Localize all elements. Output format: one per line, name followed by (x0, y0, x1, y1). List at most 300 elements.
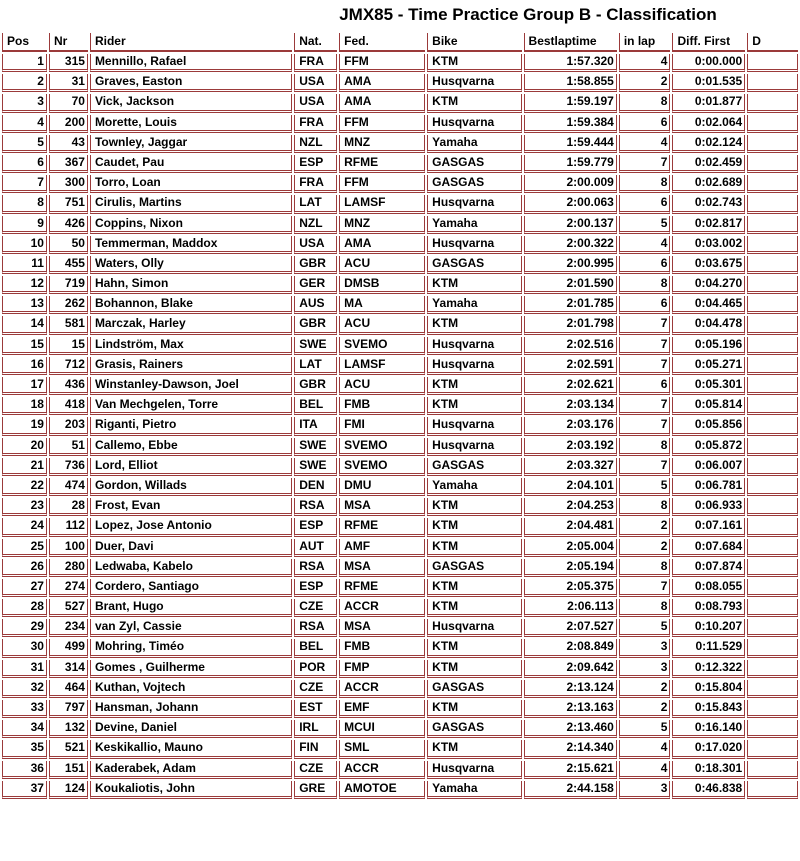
cell-rider: Keskikallio, Mauno (90, 740, 292, 758)
table-row (2, 115, 798, 133)
cell-pos: 31 (2, 660, 47, 678)
cell-next (747, 276, 798, 294)
cell-nr: 200 (49, 115, 88, 133)
cell-bike: KTM (427, 276, 521, 294)
cell-next (747, 377, 798, 395)
cell-fed: ACCR (339, 599, 425, 617)
cell-bike: GASGAS (427, 458, 521, 476)
cell-next (747, 518, 798, 536)
cell-rider: Caudet, Pau (90, 155, 292, 173)
cell-bike: KTM (427, 54, 521, 72)
cell-bike: KTM (427, 579, 521, 597)
cell-rider: Frost, Evan (90, 498, 292, 516)
column-header-next: D (747, 33, 798, 52)
cell-rider: Lindström, Max (90, 337, 292, 355)
cell-next (747, 54, 798, 72)
table-row (2, 94, 798, 112)
cell-inlap: 8 (619, 559, 671, 577)
cell-bestlaptime: 2:09.642 (524, 660, 617, 678)
cell-nat: BEL (294, 397, 337, 415)
cell-nr: 474 (49, 478, 88, 496)
cell-diff_first: 0:17.020 (672, 740, 745, 758)
cell-next (747, 175, 798, 193)
cell-rider: Coppins, Nixon (90, 216, 292, 234)
cell-nr: 15 (49, 337, 88, 355)
cell-diff_first: 0:05.196 (672, 337, 745, 355)
cell-diff_first: 0:10.207 (672, 619, 745, 637)
cell-nat: CZE (294, 761, 337, 779)
cell-next (747, 619, 798, 637)
cell-inlap: 5 (619, 216, 671, 234)
cell-bestlaptime: 2:03.134 (524, 397, 617, 415)
cell-bestlaptime: 1:58.855 (524, 74, 617, 92)
cell-diff_first: 0:12.322 (672, 660, 745, 678)
cell-next (747, 720, 798, 738)
cell-fed: ACCR (339, 761, 425, 779)
table-row (2, 175, 798, 193)
cell-pos: 2 (2, 74, 47, 92)
table-row (2, 135, 798, 153)
cell-bike: KTM (427, 539, 521, 557)
cell-rider: Gordon, Willads (90, 478, 292, 496)
cell-diff_first: 0:15.804 (672, 680, 745, 698)
cell-nat: USA (294, 74, 337, 92)
cell-nr: 274 (49, 579, 88, 597)
cell-fed: FMI (339, 417, 425, 435)
cell-diff_first: 0:00.000 (672, 54, 745, 72)
cell-nat: EST (294, 700, 337, 718)
cell-diff_first: 0:06.781 (672, 478, 745, 496)
cell-fed: FMP (339, 660, 425, 678)
cell-rider: Marczak, Harley (90, 316, 292, 334)
table-row (2, 559, 798, 577)
table-row (2, 539, 798, 557)
table-row (2, 54, 798, 72)
cell-rider: Hansman, Johann (90, 700, 292, 718)
cell-nat: GBR (294, 256, 337, 274)
cell-bike: GASGAS (427, 155, 521, 173)
cell-diff_first: 0:04.270 (672, 276, 745, 294)
cell-pos: 30 (2, 639, 47, 657)
cell-nr: 43 (49, 135, 88, 153)
cell-pos: 36 (2, 761, 47, 779)
cell-next (747, 559, 798, 577)
cell-inlap: 2 (619, 700, 671, 718)
cell-bike: Husqvarna (427, 619, 521, 637)
cell-pos: 25 (2, 539, 47, 557)
cell-pos: 26 (2, 559, 47, 577)
cell-inlap: 6 (619, 296, 671, 314)
cell-pos: 14 (2, 316, 47, 334)
cell-pos: 23 (2, 498, 47, 516)
cell-diff_first: 0:11.529 (672, 639, 745, 657)
cell-next (747, 740, 798, 758)
cell-bike: GASGAS (427, 256, 521, 274)
cell-rider: Hahn, Simon (90, 276, 292, 294)
cell-pos: 29 (2, 619, 47, 637)
cell-bike: Yamaha (427, 296, 521, 314)
cell-next (747, 236, 798, 254)
cell-nr: 581 (49, 316, 88, 334)
cell-diff_first: 0:02.689 (672, 175, 745, 193)
cell-rider: Brant, Hugo (90, 599, 292, 617)
cell-next (747, 458, 798, 476)
cell-pos: 9 (2, 216, 47, 234)
table-row (2, 377, 798, 395)
cell-pos: 27 (2, 579, 47, 597)
cell-diff_first: 0:02.064 (672, 115, 745, 133)
cell-diff_first: 0:05.301 (672, 377, 745, 395)
cell-next (747, 639, 798, 657)
cell-nat: DEN (294, 478, 337, 496)
cell-bike: Yamaha (427, 478, 521, 496)
cell-nat: USA (294, 94, 337, 112)
cell-nat: FRA (294, 54, 337, 72)
cell-fed: FFM (339, 175, 425, 193)
cell-inlap: 2 (619, 680, 671, 698)
cell-rider: Winstanley-Dawson, Joel (90, 377, 292, 395)
column-header-diff_first: Diff. First (672, 33, 745, 52)
table-row (2, 619, 798, 637)
cell-fed: SML (339, 740, 425, 758)
cell-inlap: 7 (619, 458, 671, 476)
cell-rider: Morette, Louis (90, 115, 292, 133)
table-row (2, 316, 798, 334)
table-row (2, 720, 798, 738)
cell-nat: AUT (294, 539, 337, 557)
cell-rider: Townley, Jaggar (90, 135, 292, 153)
table-row (2, 660, 798, 678)
cell-diff_first: 0:06.007 (672, 458, 745, 476)
cell-bestlaptime: 1:59.384 (524, 115, 617, 133)
cell-inlap: 6 (619, 377, 671, 395)
cell-nr: 234 (49, 619, 88, 637)
cell-nat: SWE (294, 438, 337, 456)
cell-nr: 751 (49, 195, 88, 213)
table-row (2, 498, 798, 516)
cell-rider: Devine, Daniel (90, 720, 292, 738)
cell-next (747, 94, 798, 112)
cell-bike: KTM (427, 740, 521, 758)
cell-rider: Koukaliotis, John (90, 781, 292, 799)
cell-diff_first: 0:01.877 (672, 94, 745, 112)
cell-nat: USA (294, 236, 337, 254)
cell-rider: Lopez, Jose Antonio (90, 518, 292, 536)
cell-rider: Graves, Easton (90, 74, 292, 92)
cell-fed: FFM (339, 54, 425, 72)
cell-rider: Duer, Davi (90, 539, 292, 557)
cell-nr: 367 (49, 155, 88, 173)
table-row (2, 680, 798, 698)
cell-bestlaptime: 2:02.621 (524, 377, 617, 395)
page-title: JMX85 - Time Practice Group B - Classification (339, 5, 717, 24)
cell-fed: FMB (339, 397, 425, 415)
cell-diff_first: 0:02.817 (672, 216, 745, 234)
table-row (2, 276, 798, 294)
cell-diff_first: 0:05.814 (672, 397, 745, 415)
cell-nr: 436 (49, 377, 88, 395)
cell-bike: Husqvarna (427, 337, 521, 355)
cell-inlap: 4 (619, 135, 671, 153)
cell-bestlaptime: 2:03.192 (524, 438, 617, 456)
cell-pos: 8 (2, 195, 47, 213)
cell-bike: KTM (427, 397, 521, 415)
cell-next (747, 539, 798, 557)
cell-nat: ITA (294, 417, 337, 435)
cell-bike: Husqvarna (427, 417, 521, 435)
table-row (2, 74, 798, 92)
column-header-pos: Pos (2, 33, 47, 52)
cell-fed: ACU (339, 377, 425, 395)
table-row (2, 216, 798, 234)
cell-bike: KTM (427, 498, 521, 516)
cell-rider: Callemo, Ebbe (90, 438, 292, 456)
cell-bike: KTM (427, 700, 521, 718)
cell-inlap: 7 (619, 579, 671, 597)
cell-nat: BEL (294, 639, 337, 657)
table-row (2, 458, 798, 476)
table-row (2, 478, 798, 496)
cell-rider: Torro, Loan (90, 175, 292, 193)
cell-inlap: 5 (619, 720, 671, 738)
cell-rider: Lord, Elliot (90, 458, 292, 476)
cell-next (747, 781, 798, 799)
cell-fed: FMB (339, 639, 425, 657)
cell-inlap: 8 (619, 498, 671, 516)
cell-bike: KTM (427, 316, 521, 334)
cell-nat: NZL (294, 216, 337, 234)
cell-inlap: 6 (619, 195, 671, 213)
cell-rider: Kaderabek, Adam (90, 761, 292, 779)
cell-rider: Cordero, Santiago (90, 579, 292, 597)
cell-bike: KTM (427, 599, 521, 617)
cell-rider: Ledwaba, Kabelo (90, 559, 292, 577)
cell-pos: 1 (2, 54, 47, 72)
cell-nr: 712 (49, 357, 88, 375)
cell-rider: Gomes , Guilherme (90, 660, 292, 678)
table-row (2, 397, 798, 415)
cell-next (747, 155, 798, 173)
cell-nat: ESP (294, 518, 337, 536)
cell-inlap: 8 (619, 276, 671, 294)
cell-inlap: 8 (619, 175, 671, 193)
cell-pos: 22 (2, 478, 47, 496)
cell-bike: KTM (427, 660, 521, 678)
cell-nat: SWE (294, 458, 337, 476)
table-row (2, 357, 798, 375)
cell-nr: 426 (49, 216, 88, 234)
cell-rider: Mohring, Timéo (90, 639, 292, 657)
cell-next (747, 599, 798, 617)
cell-inlap: 6 (619, 256, 671, 274)
cell-inlap: 7 (619, 316, 671, 334)
table-row (2, 155, 798, 173)
cell-fed: ACU (339, 256, 425, 274)
cell-fed: MA (339, 296, 425, 314)
cell-next (747, 316, 798, 334)
cell-pos: 28 (2, 599, 47, 617)
table-row (2, 296, 798, 314)
cell-inlap: 2 (619, 518, 671, 536)
cell-nr: 418 (49, 397, 88, 415)
cell-bike: Husqvarna (427, 236, 521, 254)
cell-nat: LAT (294, 195, 337, 213)
cell-pos: 33 (2, 700, 47, 718)
cell-diff_first: 0:16.140 (672, 720, 745, 738)
cell-bike: KTM (427, 377, 521, 395)
cell-diff_first: 0:04.478 (672, 316, 745, 334)
cell-bestlaptime: 2:05.375 (524, 579, 617, 597)
table-row (2, 579, 798, 597)
cell-nr: 719 (49, 276, 88, 294)
cell-rider: Mennillo, Rafael (90, 54, 292, 72)
table-row (2, 518, 798, 536)
cell-fed: EMF (339, 700, 425, 718)
cell-next (747, 417, 798, 435)
cell-bike: GASGAS (427, 175, 521, 193)
cell-fed: RFME (339, 579, 425, 597)
cell-inlap: 6 (619, 115, 671, 133)
column-header-fed: Fed. (339, 33, 425, 52)
cell-next (747, 660, 798, 678)
cell-nr: 100 (49, 539, 88, 557)
cell-nr: 132 (49, 720, 88, 738)
cell-rider: Cirulis, Martins (90, 195, 292, 213)
cell-nr: 314 (49, 660, 88, 678)
cell-nr: 521 (49, 740, 88, 758)
cell-nr: 112 (49, 518, 88, 536)
cell-pos: 20 (2, 438, 47, 456)
cell-pos: 21 (2, 458, 47, 476)
cell-nat: ESP (294, 155, 337, 173)
table-row (2, 740, 798, 758)
cell-fed: FFM (339, 115, 425, 133)
cell-pos: 15 (2, 337, 47, 355)
cell-nat: GRE (294, 781, 337, 799)
cell-inlap: 2 (619, 74, 671, 92)
cell-nr: 797 (49, 700, 88, 718)
cell-inlap: 7 (619, 357, 671, 375)
cell-nat: RSA (294, 619, 337, 637)
cell-bestlaptime: 1:59.444 (524, 135, 617, 153)
cell-inlap: 3 (619, 781, 671, 799)
cell-pos: 34 (2, 720, 47, 738)
cell-next (747, 438, 798, 456)
cell-bike: KTM (427, 94, 521, 112)
cell-fed: DMSB (339, 276, 425, 294)
cell-inlap: 4 (619, 236, 671, 254)
cell-bike: Husqvarna (427, 438, 521, 456)
table-row (2, 337, 798, 355)
cell-fed: RFME (339, 518, 425, 536)
cell-bestlaptime: 1:59.779 (524, 155, 617, 173)
cell-fed: ACCR (339, 680, 425, 698)
cell-nr: 315 (49, 54, 88, 72)
cell-bestlaptime: 2:00.009 (524, 175, 617, 193)
cell-inlap: 5 (619, 619, 671, 637)
cell-next (747, 579, 798, 597)
cell-inlap: 8 (619, 94, 671, 112)
table-row (2, 599, 798, 617)
cell-bike: Husqvarna (427, 74, 521, 92)
cell-next (747, 195, 798, 213)
cell-nat: AUS (294, 296, 337, 314)
cell-fed: MCUI (339, 720, 425, 738)
cell-inlap: 5 (619, 478, 671, 496)
cell-nr: 464 (49, 680, 88, 698)
cell-fed: SVEMO (339, 337, 425, 355)
cell-next (747, 115, 798, 133)
cell-diff_first: 0:07.161 (672, 518, 745, 536)
cell-diff_first: 0:01.535 (672, 74, 745, 92)
cell-inlap: 8 (619, 438, 671, 456)
cell-bestlaptime: 2:14.340 (524, 740, 617, 758)
cell-bestlaptime: 2:13.163 (524, 700, 617, 718)
cell-pos: 24 (2, 518, 47, 536)
cell-nr: 151 (49, 761, 88, 779)
table-row (2, 700, 798, 718)
cell-inlap: 4 (619, 761, 671, 779)
table-row (2, 417, 798, 435)
cell-nr: 50 (49, 236, 88, 254)
cell-bestlaptime: 2:07.527 (524, 619, 617, 637)
table-row (2, 761, 798, 779)
cell-fed: MSA (339, 619, 425, 637)
table-row (2, 438, 798, 456)
cell-nat: SWE (294, 337, 337, 355)
cell-bike: KTM (427, 518, 521, 536)
cell-rider: Bohannon, Blake (90, 296, 292, 314)
cell-pos: 17 (2, 377, 47, 395)
cell-rider: Riganti, Pietro (90, 417, 292, 435)
cell-bike: GASGAS (427, 559, 521, 577)
cell-rider: Grasis, Rainers (90, 357, 292, 375)
cell-nat: GBR (294, 316, 337, 334)
cell-next (747, 256, 798, 274)
column-header-bestlaptime: Bestlaptime (524, 33, 617, 52)
cell-nat: FRA (294, 115, 337, 133)
cell-nr: 70 (49, 94, 88, 112)
cell-pos: 37 (2, 781, 47, 799)
cell-diff_first: 0:02.459 (672, 155, 745, 173)
cell-rider: Kuthan, Vojtech (90, 680, 292, 698)
cell-pos: 3 (2, 94, 47, 112)
classification-table (0, 31, 800, 801)
cell-bike: Yamaha (427, 216, 521, 234)
cell-inlap: 3 (619, 660, 671, 678)
cell-bestlaptime: 2:08.849 (524, 639, 617, 657)
cell-diff_first: 0:07.874 (672, 559, 745, 577)
cell-bestlaptime: 2:03.176 (524, 417, 617, 435)
cell-bestlaptime: 2:13.124 (524, 680, 617, 698)
cell-next (747, 478, 798, 496)
cell-next (747, 498, 798, 516)
cell-pos: 16 (2, 357, 47, 375)
column-header-nat: Nat. (294, 33, 337, 52)
cell-nat: RSA (294, 498, 337, 516)
cell-diff_first: 0:07.684 (672, 539, 745, 557)
cell-fed: MSA (339, 498, 425, 516)
cell-bike: Yamaha (427, 135, 521, 153)
cell-bestlaptime: 2:05.004 (524, 539, 617, 557)
cell-fed: AMA (339, 74, 425, 92)
cell-nr: 124 (49, 781, 88, 799)
cell-pos: 35 (2, 740, 47, 758)
table-row (2, 639, 798, 657)
cell-next (747, 216, 798, 234)
cell-nr: 203 (49, 417, 88, 435)
cell-nat: IRL (294, 720, 337, 738)
